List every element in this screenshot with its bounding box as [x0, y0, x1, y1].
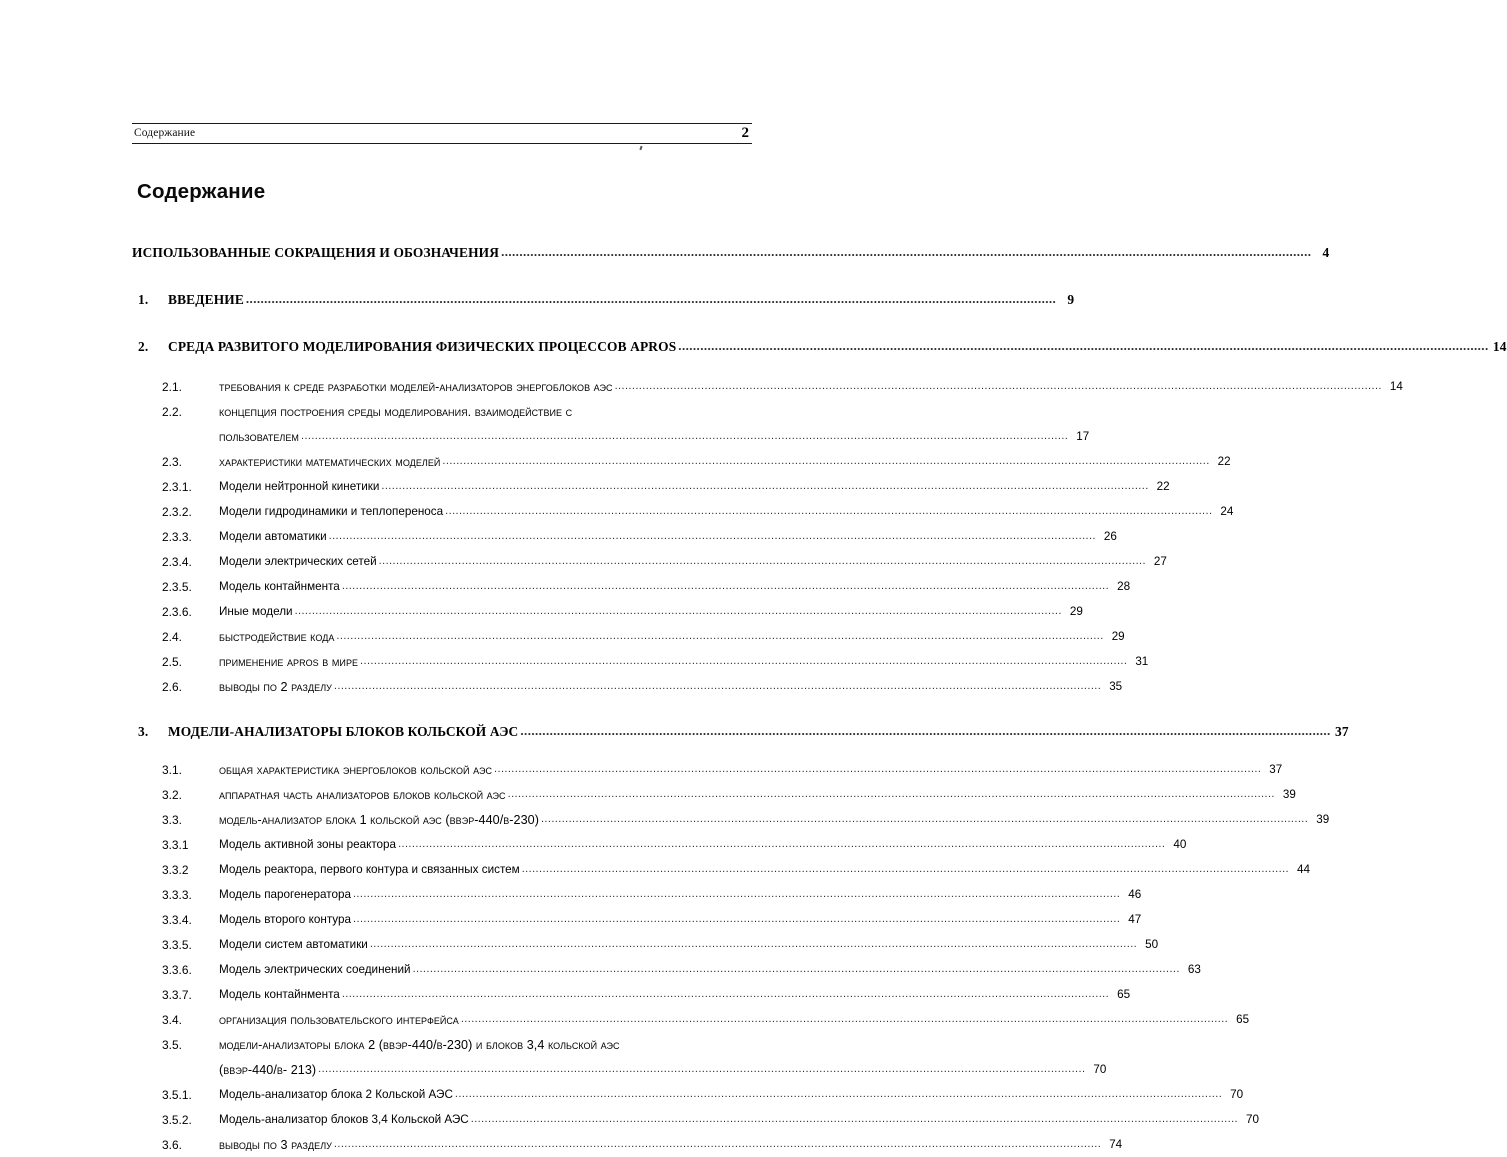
toc-entry-number: 3.1.	[162, 762, 183, 777]
toc-dot-leader	[342, 988, 1109, 1000]
toc-entry-page-number: 14	[1389, 380, 1403, 393]
toc-entry[interactable]	[132, 782, 1296, 807]
toc-dot-leader	[295, 605, 1062, 617]
toc-dot-leader	[615, 380, 1382, 392]
toc-entry-page-number: 39	[1316, 813, 1330, 826]
running-header-title: Содержание	[134, 126, 196, 139]
toc-entry-number: 3.3.5.	[162, 937, 192, 952]
toc-entry[interactable]	[132, 424, 1090, 449]
toc-entry-number: 3.3.1	[162, 837, 189, 852]
toc-entry-label: применение apros в мире	[219, 654, 359, 669]
toc-entry-label: Модель второго контура	[219, 913, 352, 926]
toc-entry-label: быстродействие кода	[219, 629, 335, 644]
toc-dot-leader	[334, 680, 1101, 692]
toc-entry-label: концепция построения среды моделирования. взаимодействие с	[219, 404, 573, 419]
toc-spacer	[132, 360, 752, 374]
toc-entry[interactable]	[132, 882, 1142, 907]
toc-dot-leader	[360, 655, 1127, 667]
toc-entry-number: 1.	[138, 292, 149, 307]
scan-artifact-speck	[639, 146, 642, 150]
toc-entry-page-number: 35	[1109, 680, 1123, 693]
toc-entry[interactable]	[132, 549, 1167, 574]
toc-entry[interactable]	[132, 719, 1349, 745]
toc-entry-page-number: 37	[1269, 763, 1283, 776]
toc-entry[interactable]	[132, 832, 1187, 857]
toc-entry-number: 2.3.3.	[162, 529, 192, 544]
toc-dot-leader	[334, 1138, 1101, 1150]
toc-entry-number: 3.3.7.	[162, 987, 192, 1002]
toc-spacer	[132, 745, 752, 757]
toc-entry-page-number: 28	[1117, 580, 1131, 593]
toc-entry-page-number: 44	[1296, 863, 1310, 876]
toc-entry[interactable]	[132, 649, 1149, 674]
toc-dot-leader	[508, 788, 1275, 800]
toc-entry-label: ВВЕДЕНИЕ	[168, 292, 244, 307]
toc-entry-number: 3.5.	[162, 1037, 183, 1052]
toc-entry-page-number: 40	[1173, 838, 1187, 851]
toc-dot-leader	[342, 580, 1109, 592]
toc-entry-label: Модели систем автоматики	[219, 938, 368, 951]
toc-entry-label: Иные модели	[219, 605, 293, 618]
toc-entry-page-number: 29	[1111, 630, 1125, 643]
toc-entry[interactable]	[132, 574, 1131, 599]
toc-entry-page-number: 14	[1492, 339, 1507, 354]
toc-dot-leader	[520, 723, 1330, 739]
toc-entry-label: выводы по 2 разделу	[219, 679, 332, 694]
toc-dot-leader	[501, 244, 1311, 260]
toc-entry[interactable]	[132, 807, 1330, 832]
toc-entry-label: организация пользовательского интерфейса	[219, 1012, 459, 1027]
toc-entry-number: 2.3.	[162, 454, 183, 469]
toc-entry[interactable]	[132, 932, 1159, 957]
toc-entry-label: аппаратная часть анализаторов блоков кольской аэс	[219, 787, 506, 802]
toc-entry[interactable]	[132, 449, 1231, 474]
toc-dot-leader	[678, 338, 1488, 354]
toc-entry-label: требования к среде разработки моделей-анализаторов энергоблоков аэс	[219, 379, 613, 394]
toc-entry-label: Модели нейтронной кинетики	[219, 480, 380, 493]
toc-entry-number: 3.3.6.	[162, 962, 192, 977]
toc-entry-page-number: 22	[1217, 455, 1231, 468]
toc-entry-number: 2.3.4.	[162, 554, 192, 569]
toc-entry-number: 2.3.5.	[162, 579, 192, 594]
toc-entry-number: 3.5.1.	[162, 1087, 192, 1102]
toc-entry-page-number: 70	[1230, 1088, 1244, 1101]
toc-entry-number: 3.3.3.	[162, 887, 192, 902]
toc-entry-number: 3.5.2.	[162, 1112, 192, 1127]
toc-entry-label: ИСПОЛЬЗОВАННЫЕ СОКРАЩЕНИЯ И ОБОЗНАЧЕНИЯ	[132, 245, 500, 260]
toc-entry[interactable]	[132, 474, 1170, 499]
toc-entry-page-number: 26	[1103, 530, 1117, 543]
toc-entry-page-number: 70	[1245, 1113, 1259, 1126]
toc-entry-label: модели-анализаторы блока 2 (ввэр-440/в-230) и блоков 3,4 кольской аэс	[219, 1037, 620, 1052]
toc-entry-number: 3.3.2	[162, 862, 189, 877]
toc-dot-leader	[301, 430, 1068, 442]
toc-entry-page-number: 22	[1156, 480, 1170, 493]
toc-entry[interactable]	[132, 674, 1123, 699]
toc-entry[interactable]	[132, 1057, 1107, 1082]
toc-dot-leader	[381, 480, 1148, 492]
toc-entry-page-number: 24	[1220, 505, 1234, 518]
toc-entry-number: 3.4.	[162, 1012, 183, 1027]
toc-entry-page-number: 9	[1067, 292, 1075, 307]
page-title: Содержание	[137, 179, 266, 203]
toc-dot-leader	[455, 1088, 1222, 1100]
toc-entry-page-number: 29	[1069, 605, 1083, 618]
toc-entry[interactable]	[132, 1032, 752, 1057]
toc-entry-number: 2.6.	[162, 679, 183, 694]
toc-entry-page-number: 31	[1135, 655, 1149, 668]
toc-entry-page-number: 70	[1093, 1063, 1107, 1076]
toc-entry-number: 3.3.4.	[162, 912, 192, 927]
toc-dot-leader	[336, 630, 1103, 642]
toc-entry[interactable]	[132, 287, 1075, 313]
toc-entry[interactable]	[132, 957, 1201, 982]
toc-dot-leader	[353, 913, 1120, 925]
toc-dot-leader	[461, 1013, 1228, 1025]
toc-entry-number: 3.3.	[162, 812, 183, 827]
toc-dot-leader	[522, 863, 1289, 875]
toc-entry-label: Модели автоматики	[219, 530, 327, 543]
toc-entry-number: 2.5.	[162, 654, 183, 669]
toc-entry[interactable]	[132, 524, 1117, 549]
toc-entry-number: 3.6.	[162, 1137, 183, 1152]
toc-entry-page-number: 27	[1153, 555, 1167, 568]
table-of-contents	[132, 240, 1507, 1157]
toc-entry[interactable]	[132, 624, 1125, 649]
toc-dot-leader	[541, 813, 1308, 825]
toc-dot-leader	[246, 291, 1056, 307]
toc-entry-page-number: 4	[1322, 245, 1330, 260]
toc-dot-leader	[379, 555, 1146, 567]
toc-entry-page-number: 47	[1128, 913, 1142, 926]
toc-entry-label: Модель реактора, первого контура и связанных систем	[219, 863, 520, 876]
toc-dot-leader	[370, 938, 1137, 950]
toc-entry-label: Модель электрических соединений	[219, 963, 411, 976]
toc-entry-label: Модель контайнмента	[219, 580, 340, 593]
toc-spacer	[132, 313, 752, 334]
toc-entry[interactable]	[132, 857, 1310, 882]
toc-spacer	[132, 699, 752, 719]
toc-entry-label: общая характеристика энергоблоков кольской аэс	[219, 762, 493, 777]
toc-entry-label: СРЕДА РАЗВИТОГО МОДЕЛИРОВАНИЯ ФИЗИЧЕСКИХ ПРОЦЕССОВ APROS	[168, 339, 677, 354]
toc-dot-leader	[445, 505, 1212, 517]
toc-entry-page-number: 37	[1335, 724, 1349, 739]
toc-entry-label: пользователем	[219, 429, 299, 444]
toc-entry-label: Модели гидродинамики и теплопереноса	[219, 505, 444, 518]
toc-entry-number: 2.3.1.	[162, 479, 192, 494]
toc-entry-label: Модель-анализатор блоков 3,4 Кольской АЭС	[219, 1113, 469, 1126]
toc-entry-label: Модель-анализатор блока 2 Кольской АЭС	[219, 1088, 453, 1101]
toc-entry-label: Модель контайнмента	[219, 988, 340, 1001]
toc-entry-number: 2.	[138, 339, 149, 354]
toc-entry[interactable]	[132, 757, 1283, 782]
toc-entry-number: 3.2.	[162, 787, 183, 802]
toc-entry-label: МОДЕЛИ-АНАЛИЗАТОРЫ БЛОКОВ КОЛЬСКОЙ АЭС	[168, 724, 519, 739]
toc-entry-label: характеристики математических моделей	[219, 454, 441, 469]
toc-entry-number: 2.3.2.	[162, 504, 192, 519]
toc-entry[interactable]	[132, 334, 1507, 360]
toc-dot-leader	[471, 1113, 1238, 1125]
toc-entry-page-number: 39	[1282, 788, 1296, 801]
toc-entry[interactable]	[132, 1007, 1250, 1032]
toc-entry-number: 2.2.	[162, 404, 183, 419]
toc-spacer	[132, 266, 752, 287]
toc-entry-page-number: 63	[1187, 963, 1201, 976]
toc-entry[interactable]	[132, 1082, 1244, 1107]
toc-entry-label: Модели электрических сетей	[219, 555, 377, 568]
toc-entry[interactable]	[132, 240, 1330, 266]
toc-entry-page-number: 50	[1145, 938, 1159, 951]
toc-dot-leader	[413, 963, 1180, 975]
toc-entry[interactable]	[132, 499, 1234, 524]
toc-dot-leader	[318, 1063, 1085, 1075]
toc-dot-leader	[442, 455, 1209, 467]
toc-entry-number: 2.1.	[162, 379, 183, 394]
toc-dot-leader	[398, 838, 1165, 850]
toc-entry-page-number: 74	[1109, 1138, 1123, 1151]
toc-entry-page-number: 17	[1076, 430, 1090, 443]
running-header-page-number: 2	[741, 125, 749, 141]
toc-entry[interactable]	[132, 982, 1131, 1007]
toc-dot-leader	[353, 888, 1120, 900]
toc-entry-number: 2.4.	[162, 629, 183, 644]
toc-entry-page-number: 65	[1117, 988, 1131, 1001]
toc-entry-number: 3.	[138, 724, 149, 739]
toc-entry[interactable]	[132, 399, 752, 424]
toc-dot-leader	[494, 763, 1261, 775]
running-header	[132, 123, 752, 144]
toc-entry[interactable]	[132, 1132, 1123, 1157]
toc-entry-page-number: 46	[1128, 888, 1142, 901]
toc-entry-label: Модель активной зоны реактора	[219, 838, 397, 851]
toc-dot-leader	[329, 530, 1096, 542]
toc-entry[interactable]	[132, 1107, 1259, 1132]
toc-entry-page-number: 65	[1236, 1013, 1250, 1026]
toc-entry-label: выводы по 3 разделу	[219, 1137, 332, 1152]
toc-entry[interactable]	[132, 907, 1142, 932]
toc-entry[interactable]	[132, 599, 1083, 624]
toc-entry-label: Модель парогенератора	[219, 888, 351, 901]
toc-entry-label: (ввэр-440/в- 213)	[219, 1062, 317, 1077]
toc-entry-number: 2.3.6.	[162, 604, 192, 619]
toc-entry[interactable]	[132, 374, 1403, 399]
toc-entry-label: модель-анализатор блока 1 кольской аэс (ввэр-440/в-230)	[219, 812, 539, 827]
